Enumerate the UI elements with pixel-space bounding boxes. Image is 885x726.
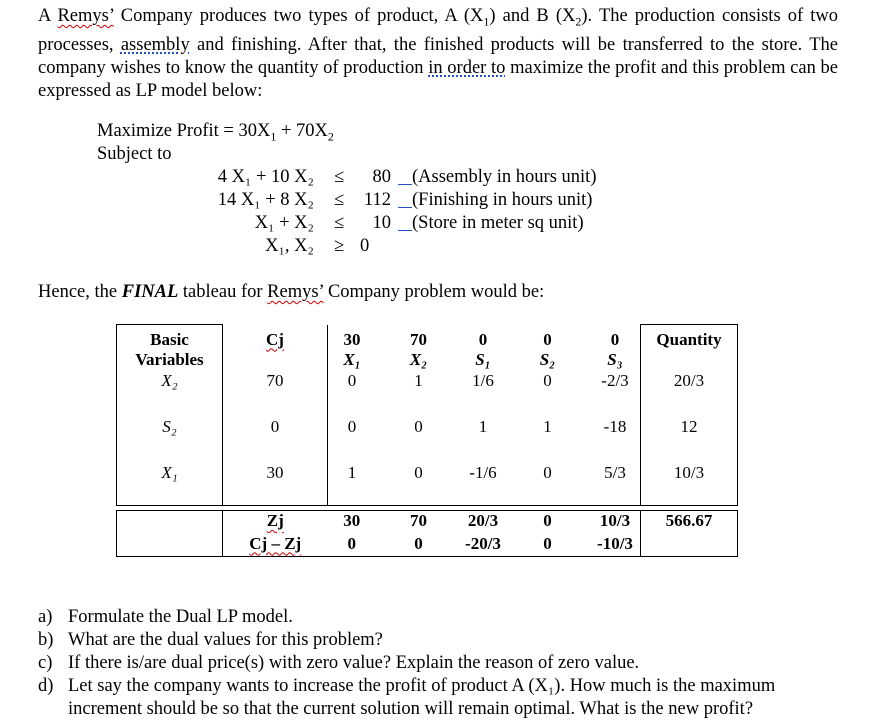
header-quantity: Quantity [641,325,738,371]
table-row: X₂ 70 0 1 1/6 0 -2/3 20/3 [117,371,738,417]
constraint-store: X₁ + X₂ ≤ 10 (Store in meter sq unit) [254,213,584,233]
questions-list [38,606,838,721]
table-row: X₁ 30 1 0 -1/6 0 5/3 10/3 [117,463,738,506]
zj-row: Zj 30 70 20/3 0 10/3 566.67 [117,511,738,534]
header-cj: Cj [223,325,328,371]
header-col-s2: 0 S₂ [539,329,556,369]
constraint-assembly: 4 X₁ + 10 X₂ ≤ 80 (Assembly in hours unit) [217,167,597,187]
phrase-in-order-to: in order to [428,57,506,78]
word-assembly: assembly [120,34,190,55]
header-col-s3: 0 S₃ [607,329,623,369]
constraint-finishing: 14 X₁ + 8 X₂ ≤ 112 (Finishing in hours unit) [217,190,593,210]
hence-line: Hence, the FINAL tableau for Remys’ Company problem would be: [38,282,545,302]
final-word: FINAL [121,282,179,302]
list-item: a) Formulate the Dual LP model. [38,607,293,627]
cj-zj-row: Cj – Zj 0 0 -20/3 0 -10/3 [117,534,738,557]
list-item: b) What are the dual values for this problem? [38,630,383,650]
list-item: c) If there is/are dual price(s) with zero value? Explain the reason of zero value. [38,653,640,673]
constraint-nonnegativity: X₁, X₂ ≥ 0 [265,236,370,256]
objective-value: 566.67 [641,511,738,557]
final-tableau [116,324,738,557]
company-name: Remys’ [57,6,114,26]
table-row: S₂ 0 0 0 1 1 -18 12 [117,417,738,463]
header-col-x1: 30 X₁ [343,329,361,369]
subject-to: Subject to [97,144,172,164]
intro-paragraph: A Remys’ Company produces two types of product, A $(X_1)$ and B $(X_2)$. The production consists of two processes, assembly and finishing. After that, the finished products will be transferred to the store. The company wishes to know the quantity of production in order to maximize the profit and this problem can be expressed as LP model below: [38,6,839,101]
list-item: d) Let say the company wants to increase the profit of product A (X₁). How much is the maximum increment should be so that the current solution will remain optimal. What is the new profit? [38,676,776,719]
header-basic-variables: Basic Variables [117,325,223,371]
header-col-x2: 70 X₂ [409,329,428,369]
header-col-s1: 0 S₁ [475,329,491,369]
objective-function: Maximize Profit = $30X_1 + 70X_2$ [97,121,334,144]
